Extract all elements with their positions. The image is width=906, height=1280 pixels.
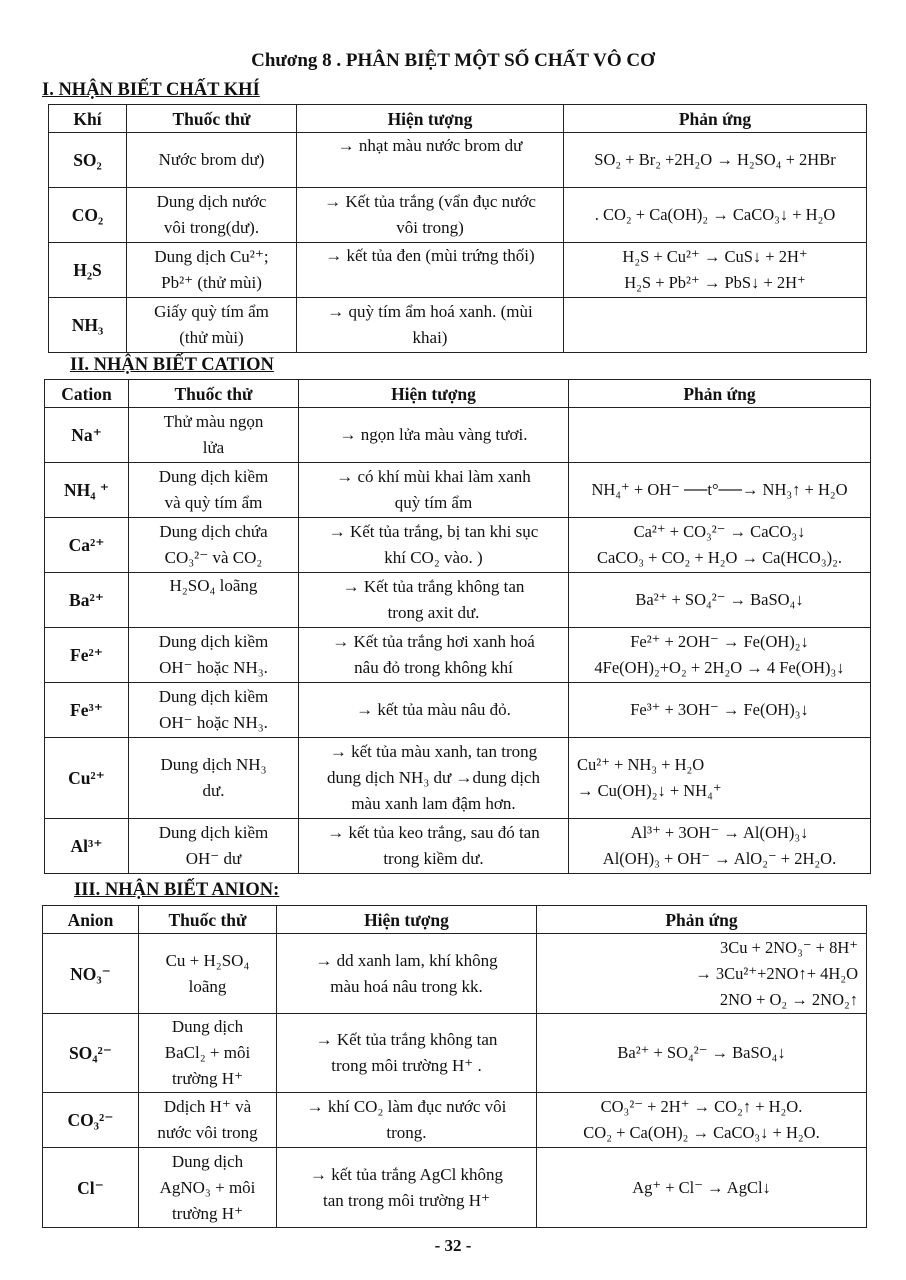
row-phenomenon: → ngọn lửa màu vàng tươi. — [299, 408, 569, 463]
header-reaction: Phản ứng — [564, 105, 867, 133]
table-row — [43, 1014, 867, 1093]
row-reaction: 3Cu + 2NO₃⁻ + 8H⁺ → 3Cu²⁺+2NO↑+ 4H₂O 2NO + O₂ → 2NO₂↑ — [537, 934, 867, 1014]
row-reaction — [569, 408, 871, 463]
table-row — [45, 819, 871, 874]
row-reagent: Dung dịch Cu²⁺; Pb²⁺ (thử mùi) — [127, 243, 297, 298]
row-phenomenon: → dd xanh lam, khí không màu hoá nâu trong kk. — [277, 934, 537, 1014]
table-header-row — [43, 906, 867, 934]
row-reagent: Dung dịch BaCl₂ + môi trường H⁺ — [139, 1014, 277, 1093]
row-phenomenon: → có khí mùi khai làm xanh quỳ tím ẩm — [299, 463, 569, 518]
table-row — [49, 243, 867, 298]
row-reagent: Dung dịch nước vôi trong(dư). — [127, 188, 297, 243]
row-reagent: Dung dịch kiềm và quỳ tím ẩm — [129, 463, 299, 518]
row-phenomenon: → kết tủa trắng AgCl không tan trong môi trường H⁺ — [277, 1148, 537, 1228]
table-row — [43, 1093, 867, 1148]
row-reagent: Cu + H₂SO₄ loãng — [139, 934, 277, 1014]
row-reagent: Dung dịch chứa CO₃²⁻ và CO₂ — [129, 518, 299, 573]
row-reaction: Ba²⁺ + SO₄²⁻ → BaSO₄↓ — [537, 1014, 867, 1093]
row-reaction: . CO₂ + Ca(OH)₂ → CaCO₃↓ + H₂O — [564, 188, 867, 243]
row-phenomenon: → kết tủa màu nâu đỏ. — [299, 683, 569, 738]
row-phenomenon: → Kết tủa trắng, bị tan khi sục khí CO₂ vào. ) — [299, 518, 569, 573]
header-name: Anion — [43, 906, 139, 934]
row-name: Fe²⁺ — [45, 628, 129, 683]
row-name: Cu²⁺ — [45, 738, 129, 819]
header-phenomenon: Hiện tượng — [299, 380, 569, 408]
row-reagent: H₂SO₄ loãng — [129, 573, 299, 628]
header-phenomenon: Hiện tượng — [277, 906, 537, 934]
row-name: CO₂ — [49, 188, 127, 243]
table-row — [45, 463, 871, 518]
table-row — [45, 573, 871, 628]
header-reagent: Thuốc thử — [139, 906, 277, 934]
row-reagent: Dung dịch kiềm OH⁻ hoặc NH₃. — [129, 683, 299, 738]
row-name: H₂S — [49, 243, 127, 298]
row-name: SO₂ — [49, 133, 127, 188]
row-reaction: NH₄⁺ + OH⁻ ──t°──→ NH₃↑ + H₂O — [569, 463, 871, 518]
table-row — [43, 934, 867, 1014]
header-reaction: Phản ứng — [569, 380, 871, 408]
row-reaction: Fe³⁺ + 3OH⁻ → Fe(OH)₃↓ — [569, 683, 871, 738]
row-reaction: H₂S + Cu²⁺ → CuS↓ + 2H⁺ H₂S + Pb²⁺ → PbS↓ + 2H⁺ — [564, 243, 867, 298]
table-row — [49, 298, 867, 353]
row-name: Al³⁺ — [45, 819, 129, 874]
table-row — [45, 408, 871, 463]
table-gases — [48, 104, 867, 353]
row-phenomenon: → khí CO₂ làm đục nước vôi trong. — [277, 1093, 537, 1148]
table-anions — [42, 905, 867, 1228]
header-reagent: Thuốc thử — [127, 105, 297, 133]
row-reagent: Dung dịch kiềm OH⁻ hoặc NH₃. — [129, 628, 299, 683]
row-reaction: Al³⁺ + 3OH⁻ → Al(OH)₃↓ Al(OH)₃ + OH⁻ → AlO₂⁻ + 2H₂O. — [569, 819, 871, 874]
section-heading-anions: III. NHẬN BIẾT ANION: — [74, 880, 280, 900]
row-phenomenon: → kết tủa keo trắng, sau đó tan trong kiềm dư. — [299, 819, 569, 874]
table-row — [49, 188, 867, 243]
row-reaction: Ag⁺ + Cl⁻ → AgCl↓ — [537, 1148, 867, 1228]
row-name: Fe³⁺ — [45, 683, 129, 738]
row-phenomenon: → Kết tủa trắng (vẩn đục nước vôi trong) — [297, 188, 564, 243]
row-reaction: Ca²⁺ + CO₃²⁻ → CaCO₃↓ CaCO₃ + CO₂ + H₂O → Ca(HCO₃)₂. — [569, 518, 871, 573]
table-row — [43, 1148, 867, 1228]
table-row — [49, 133, 867, 188]
header-name: Khí — [49, 105, 127, 133]
row-reaction: Fe²⁺ + 2OH⁻ → Fe(OH)₂↓ 4Fe(OH)₂+O₂ + 2H₂O → 4 Fe(OH)₃↓ — [569, 628, 871, 683]
row-reaction: CO₃²⁻ + 2H⁺ → CO₂↑ + H₂O. CO₂ + Ca(OH)₂ → CaCO₃↓ + H₂O. — [537, 1093, 867, 1148]
section-heading-cations: II. NHẬN BIẾT CATION — [70, 355, 274, 375]
table-row — [45, 683, 871, 738]
row-name: SO₄²⁻ — [43, 1014, 139, 1093]
row-reagent: Thử màu ngọn lửa — [129, 408, 299, 463]
row-reagent: Dung dịch AgNO₃ + môi trường H⁺ — [139, 1148, 277, 1228]
section-heading-gases: I. NHẬN BIẾT CHẤT KHÍ — [42, 80, 260, 100]
row-reaction: Cu²⁺ + NH₃ + H₂O → Cu(OH)₂↓ + NH₄⁺ — [569, 738, 871, 819]
row-name: Cl⁻ — [43, 1148, 139, 1228]
header-phenomenon: Hiện tượng — [297, 105, 564, 133]
row-name: Na⁺ — [45, 408, 129, 463]
header-reaction: Phản ứng — [537, 906, 867, 934]
row-name: NO₃⁻ — [43, 934, 139, 1014]
row-reaction: SO₂ + Br₂ +2H₂O → H₂SO₄ + 2HBr — [564, 133, 867, 188]
row-reagent: Dung dịch kiềm OH⁻ dư — [129, 819, 299, 874]
row-phenomenon: → kết tủa màu xanh, tan trong dung dịch NH₃ dư →dung dịch màu xanh lam đậm hơn. — [299, 738, 569, 819]
table-row — [45, 628, 871, 683]
row-reagent: Ddịch H⁺ và nước vôi trong — [139, 1093, 277, 1148]
row-phenomenon: → Kết tủa trắng không tan trong axit dư. — [299, 573, 569, 628]
row-reagent: Nước brom dư) — [127, 133, 297, 188]
row-reagent: Giấy quỳ tím ẩm (thử mùi) — [127, 298, 297, 353]
table-row — [45, 738, 871, 819]
row-phenomenon: → Kết tủa trắng không tan trong môi trường H⁺ . — [277, 1014, 537, 1093]
row-name: NH₃ — [49, 298, 127, 353]
row-name: CO₃²⁻ — [43, 1093, 139, 1148]
row-name: Ca²⁺ — [45, 518, 129, 573]
table-row — [45, 518, 871, 573]
table-header-row — [49, 105, 867, 133]
page-number: - 32 - — [434, 1236, 472, 1255]
chapter-title: Chương 8 . PHÂN BIỆT MỘT SỐ CHẤT VÔ CƠ — [251, 50, 655, 71]
row-reaction — [564, 298, 867, 353]
header-name: Cation — [45, 380, 129, 408]
table-header-row — [45, 380, 871, 408]
row-phenomenon: → Kết tủa trắng hơi xanh hoá nâu đỏ trong không khí — [299, 628, 569, 683]
row-reaction: Ba²⁺ + SO₄²⁻ → BaSO₄↓ — [569, 573, 871, 628]
row-phenomenon: → quỳ tím ẩm hoá xanh. (mùi khai) — [297, 298, 564, 353]
row-phenomenon: → kết tủa đen (mùi trứng thối) — [297, 243, 564, 298]
header-reagent: Thuốc thử — [129, 380, 299, 408]
row-name: NH₄ ⁺ — [45, 463, 129, 518]
table-cations — [44, 379, 871, 874]
row-phenomenon: → nhạt màu nước brom dư — [297, 133, 564, 188]
row-name: Ba²⁺ — [45, 573, 129, 628]
row-reagent: Dung dịch NH₃ dư. — [129, 738, 299, 819]
